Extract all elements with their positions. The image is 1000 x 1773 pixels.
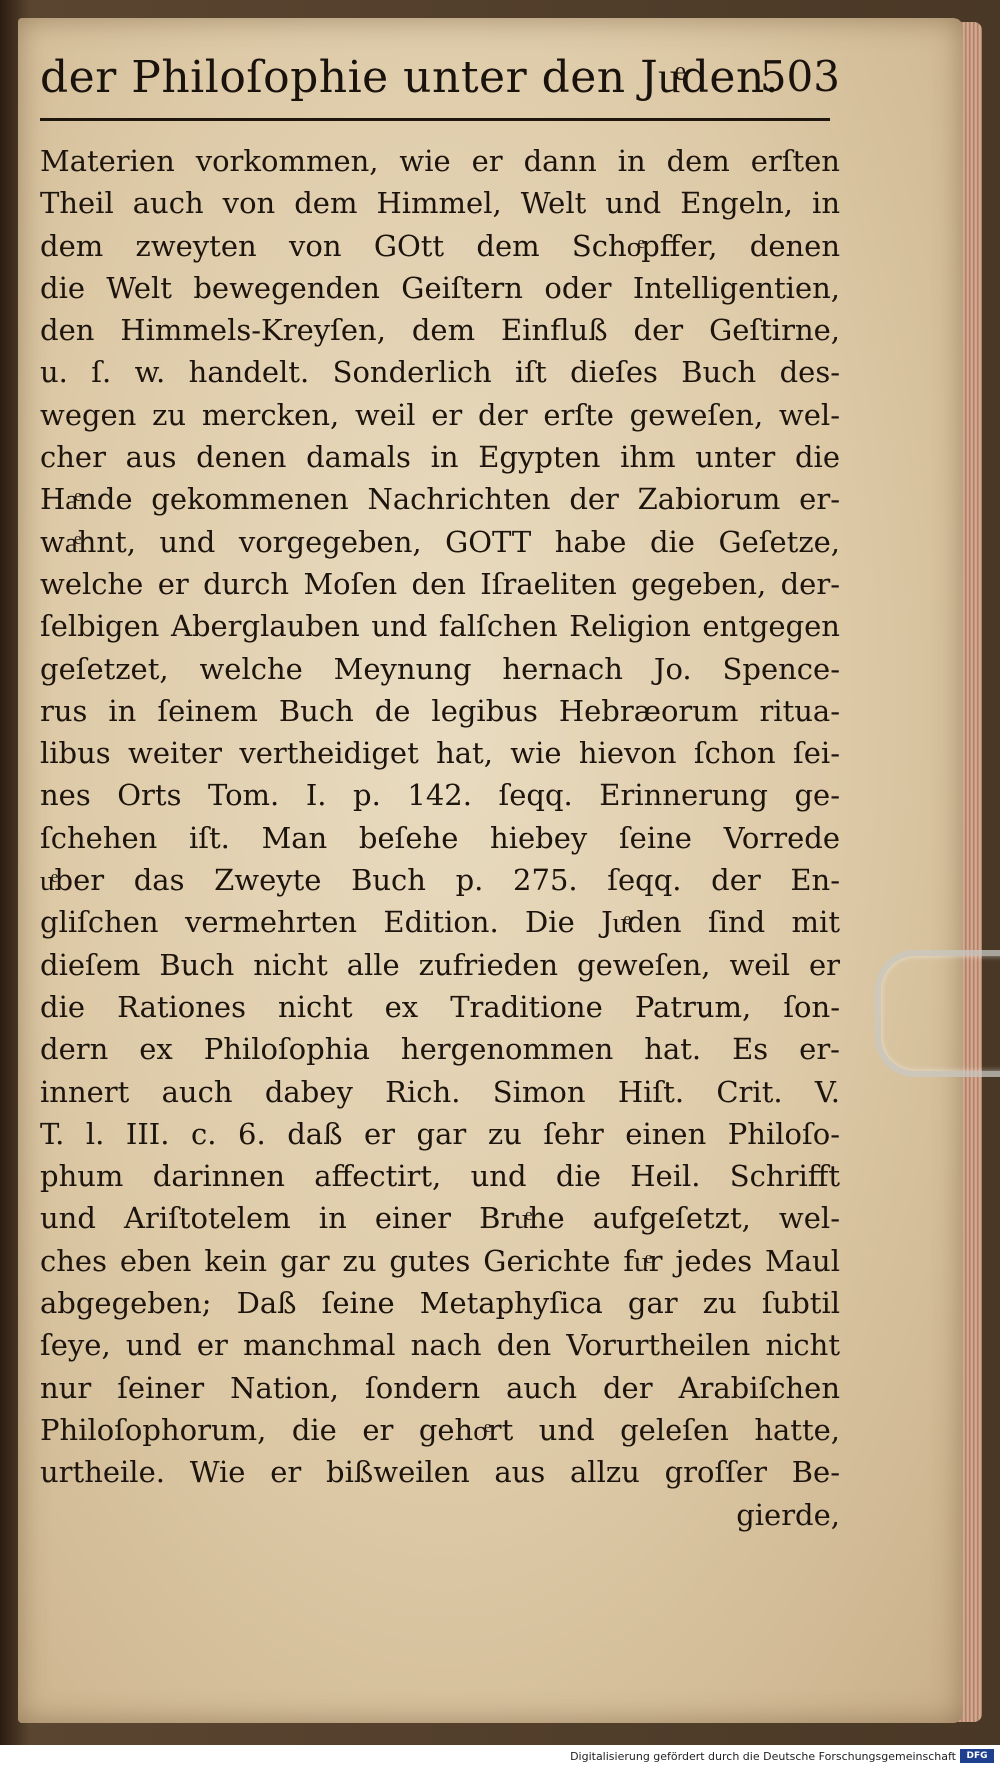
header-rule — [40, 118, 830, 121]
dfg-logo: DFG — [960, 1749, 994, 1763]
digitization-credit: Digitalisierung gefördert durch die Deutsche Forschungsgemeinschaft — [570, 1750, 956, 1763]
text-line: Materien vorkommen, wie er dann in dem erſten — [40, 144, 840, 178]
text-line: dem zweyten von GOtt dem Schoͤpffer, denen — [40, 228, 840, 263]
running-head — [40, 52, 840, 112]
text-line: ches eben kein gar zu gutes Gerichte fuͤr jedes Maul — [40, 1243, 840, 1278]
text-line: waͤhnt, und vorgegeben, GOTT habe die Geſetze, — [40, 524, 840, 559]
text-line: cher aus denen damals in Egypten ihm unter die — [40, 440, 840, 475]
running-head-title: der Philoſophie unter den Juͤden. — [40, 52, 780, 103]
text-line: rus in ſeinem Buch de legibus Hebræorum ritua- — [40, 693, 840, 728]
text-line: Theil auch von dem Himmel, Welt und Engeln, in — [40, 186, 840, 221]
text-line: die Rationes nicht ex Traditione Patrum, ſon- — [40, 989, 840, 1024]
text-line: und Ariſtotelem in einer Bruͤhe aufgeſetzt, wel- — [40, 1201, 840, 1236]
text-line: dern ex Philoſophia hergenommen hat. Es er- — [40, 1032, 840, 1067]
text-line: gliſchen vermehrten Edition. Die Juͤden ſind mit — [40, 905, 840, 940]
text-line: gierde, — [736, 1497, 840, 1532]
text-line: dieſem Buch nicht alle zufrieden geweſen, weil er — [40, 947, 840, 982]
text-line: nes Orts Tom. I. p. 142. ſeqq. Erinnerung ge- — [40, 778, 840, 813]
text-line: phum darinnen affectirt, und die Heil. Schrifft — [40, 1159, 840, 1194]
text-line: abgegeben; Daß ſeine Metaphyſica gar zu ſubtil — [40, 1286, 840, 1321]
text-line: nur ſeiner Nation, ſondern auch der Arabiſchen — [40, 1370, 840, 1405]
page-clip — [875, 950, 1000, 1077]
text-line: ſeye, und er manchmal nach den Vorurtheilen nicht — [40, 1328, 840, 1363]
text-line: uͤber das Zweyte Buch p. 275. ſeqq. der En- — [40, 863, 840, 898]
page-number: 503 — [759, 52, 840, 101]
body-text — [40, 140, 840, 1536]
text-line: ſchehen iſt. Man beſehe hiebey ſeine Vorrede — [40, 820, 840, 855]
text-line: ſelbigen Aberglauben und falſchen Religion entgegen — [40, 609, 840, 644]
text-line: innert auch dabey Rich. Simon Hiſt. Crit. V. — [40, 1074, 840, 1109]
text-line: wegen zu mercken, weil er der erſte geweſen, wel- — [40, 397, 840, 432]
text-line: die Welt bewegenden Geiſtern oder Intelligentien, — [40, 270, 840, 305]
text-line: den Himmels-Kreyſen, dem Einfluß der Geſtirne, — [40, 313, 840, 348]
text-line: Haͤnde gekommenen Nachrichten der Zabiorum er- — [40, 482, 840, 517]
text-line: urtheile. Wie er bißweilen aus allzu groſſer Be- — [40, 1455, 840, 1490]
text-line: T. l. III. c. 6. daß er gar zu ſehr einen Philoſo- — [40, 1116, 840, 1151]
text-line: geſetzet, welche Meynung hernach Jo. Spence- — [40, 651, 840, 686]
text-line: u. ſ. w. handelt. Sonderlich iſt dieſes Buch des- — [40, 355, 840, 390]
text-line: Philoſophorum, die er gehoͤrt und geleſen hatte, — [40, 1412, 840, 1447]
text-line: libus weiter vertheidiget hat, wie hievon ſchon ſei- — [40, 736, 840, 771]
text-line: welche er durch Moſen den Iſraeliten gegeben, der- — [40, 566, 840, 601]
